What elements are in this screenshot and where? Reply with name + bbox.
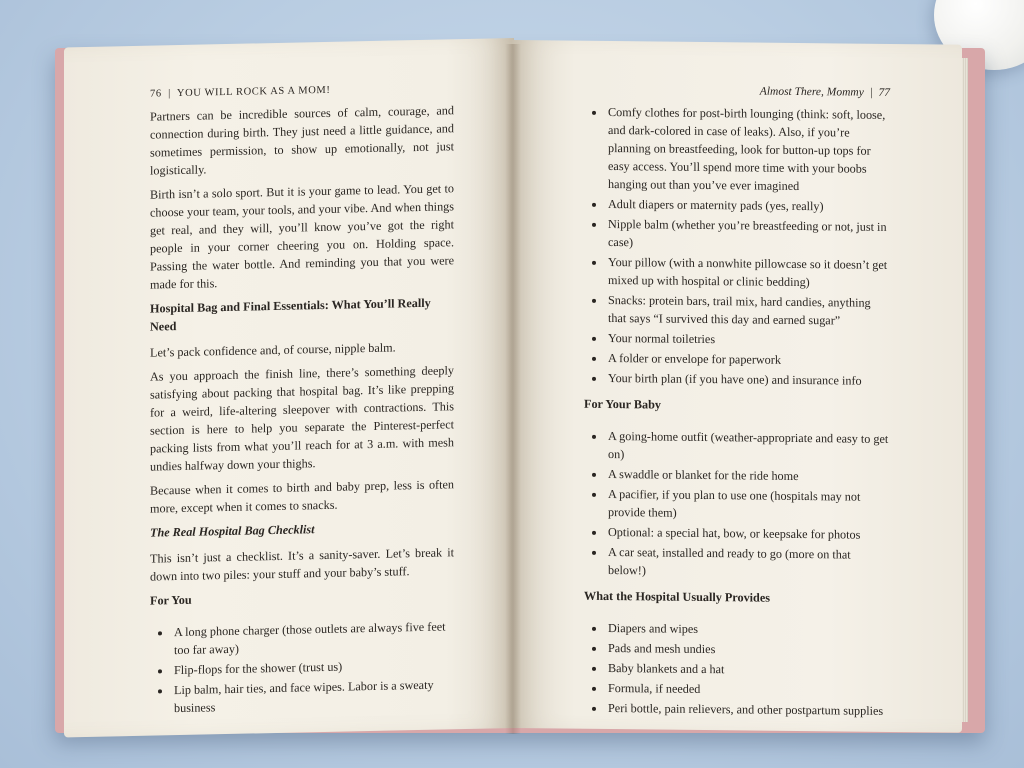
right-running-head: Almost There, Mommy | 77 xyxy=(759,85,890,99)
list-item: • Optional: a special hat, bow, or keepsake for photos xyxy=(606,523,890,544)
left-page xyxy=(64,38,514,737)
subheading: The Real Hospital Bag Checklist xyxy=(150,522,315,540)
right-page-number: 77 xyxy=(878,86,890,99)
hospital-provides-list xyxy=(584,619,890,720)
list-item: • Flip-flops for the shower (trust us) xyxy=(172,655,454,679)
left-running-title: YOU WILL ROCK AS A MOM! xyxy=(176,84,331,100)
paragraph: Birth isn’t a solo sport. But it is your game to lead. You get to choose your team, your tools, and your vibe. And when things get real, and they will, you’ll know you’ve got the right people in your corner cheering you on. Holding space. Passing the water bottle. And reminding you that you were made for this. xyxy=(150,181,454,292)
paragraph: Because when it comes to birth and baby prep, less is often more, except when it comes to snacks. xyxy=(150,477,454,516)
list-item: • Your normal toiletries xyxy=(606,329,890,350)
section-heading: Hospital Bag and Final Essentials: What You’ll Really Need xyxy=(150,295,431,334)
paragraph: Let’s pack confidence and, of course, nipple balm. xyxy=(150,340,396,360)
list-item: • A pacifier, if you plan to use one (hospitals may not provide them) xyxy=(606,485,890,524)
list-item: • A long phone charger (those outlets are always five feet too far away) xyxy=(172,617,454,659)
for-you-heading: For You xyxy=(150,592,192,608)
list-item: • A going-home outfit (weather-appropriate and easy to get on) xyxy=(606,427,890,466)
list-item: • Snacks: protein bars, trail mix, hard candies, anything that says “I survived this day and earned sugar” xyxy=(606,291,890,330)
list-item: • Diapers and wipes xyxy=(606,619,890,640)
left-running-head: 76 | YOU WILL ROCK AS A MOM! xyxy=(150,84,331,100)
hospital-provides-heading: What the Hospital Usually Provides xyxy=(584,588,770,605)
left-page-number: 76 xyxy=(150,88,162,100)
list-item: • Formula, if needed xyxy=(606,679,890,700)
right-running-title: Almost There, Mommy xyxy=(759,85,864,99)
for-baby-list xyxy=(584,427,890,582)
list-item: • A car seat, installed and ready to go (more on that below!) xyxy=(606,543,890,582)
paragraph: As you approach the finish line, there’s something deeply satisfying about packing that hospital bag. It’s like prepping for a weird, life-altering sleepover with contractions. This section is here to help you separate the Pinterest-perfect packing lists from what you’ll reach for at 3 a.m. with mesh undies halfway down your thighs. xyxy=(150,363,454,474)
list-item: • Lip balm, hair ties, and face wipes. Labor is a sweaty business xyxy=(172,675,454,717)
list-item: • Baby blankets and a hat xyxy=(606,659,890,680)
for-baby-heading: For Your Baby xyxy=(584,396,661,412)
for-you-list xyxy=(150,617,454,717)
list-item: • Your birth plan (if you have one) and insurance info xyxy=(606,369,890,390)
list-item: • Your pillow (with a nonwhite pillowcase so it doesn’t get mixed up with hospital or clinic bedding) xyxy=(606,253,890,292)
right-page xyxy=(512,40,962,733)
paragraph: Partners can be incredible sources of calm, courage, and connection during birth. They just need a little guidance, and sometimes permission, to show up emotionally, not just logistically. xyxy=(150,103,454,178)
list-item: • Nipple balm (whether you’re breastfeeding or not, just in case) xyxy=(606,215,890,254)
list-item: • Comfy clothes for post-birth lounging (think: soft, loose, and dark-colored in case of leaks). Also, if you’re planning on breastfeeding, look for button-up tops for easy access. You’ll spend more time with your boobs hanging out than you’ve ever imagined xyxy=(606,103,890,196)
list-item: • Adult diapers or maternity pads (yes, really) xyxy=(606,195,890,216)
list-item: • Pads and mesh undies xyxy=(606,639,890,660)
list-item: • Peri bottle, pain relievers, and other postpartum supplies xyxy=(606,699,890,720)
list-item: • A swaddle or blanket for the ride home xyxy=(606,465,890,486)
for-you-list-continued xyxy=(584,103,890,390)
paragraph: This isn’t just a checklist. It’s a sanity-saver. Let’s break it down into two piles: your stuff and your baby’s stuff. xyxy=(150,545,454,584)
spine-shadow xyxy=(505,44,521,734)
list-item: • A folder or envelope for paperwork xyxy=(606,349,890,370)
